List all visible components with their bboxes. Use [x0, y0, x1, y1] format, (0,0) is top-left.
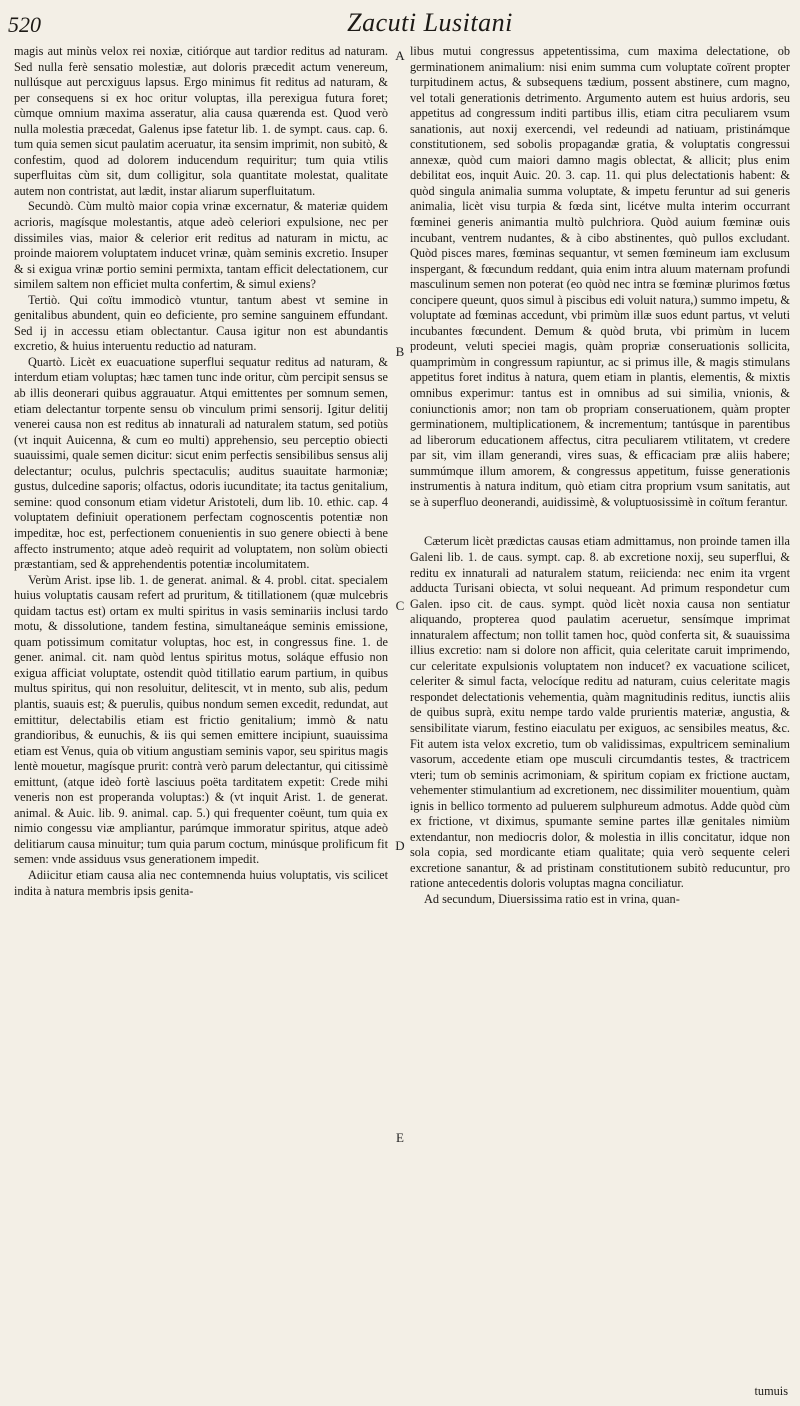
paragraph: Quartò. Licèt ex euacuatione superflui sequatur reditus ad naturam, & interdum etiam voluptas; hæc tamen tunc inde oritur, cùm percipit sensus se ab illis deonerari quibus aggrauatur. Atqui emittentes per somnum semen, etiam delectantur torpente sensu ob vinculum primi sensorij. Igitur delitij venerei causa non est reditus ab innaturali ad naturalem statum, sed potiùs (vt inquit Auicenna, & cum eo multi) apprehensio, seu perceptio obiecti suauissimi, quale semen dicitur: sicut enim perfectis sensibilibus sensus alij delectantur; oculus, pulchris spectaculis; auditus suauitate harmoniæ; gustus, dulcedine saporis; olfactus, odoris iucunditate; ita tactus genitalium, semine: quod consonum etiam videtur Aristoteli, dum lib. 10. ethic. cap. 4 voluptatem definiuit operationem perfectam cognoscentis potentiæ non impeditæ, hoc est, perfectionem conuenientis in suo genere obiecti à bene affecto instrumento; atque adeò requirit ad voluptatem, non solùm obiecti præstantiam, sed & apprehendentis potentiæ incolumitatem.: [14, 354, 388, 572]
page-number: 520: [8, 12, 41, 37]
margin-letters: [392, 0, 408, 1406]
left-column: [14, 44, 388, 899]
paragraph: Ad secundum, Diuersissima ratio est in vrina, quan-: [424, 891, 680, 906]
right-column: [410, 44, 790, 908]
paragraph: Adiicitur etiam causa alia nec contemnenda huius voluptatis, vis scilicet indita à natura membris ipsis genita-: [14, 867, 388, 898]
paragraph: Tertiò. Qui coïtu immodicò vtuntur, tantum abest vt semine in genitalibus abundent, quin eo deficiente, pro semine sanguinem effundant. Sed ij in accessu etiam oblectantur. Causa igitur non est abundantis excretio, & huius interuentu reductio ad naturam.: [14, 292, 388, 354]
catchword: tumuis: [754, 1384, 788, 1398]
margin-letter: E: [396, 1130, 404, 1145]
paragraph: magis aut minùs velox rei noxiæ, citiórque aut tardior reditus ad naturam. Sed nulla ferè sensatio molestiæ, aut doloris præcedit actum venereum, nullúsque aut percxiguus lapsus. Ergo minimus fit reditus ad naturam, & per consequens si ex hoc oritur voluptas, illa perexigua futura foret; cùmque omnium maxima asseratur, alia causa quærenda est. Quod verò nulla molestia præcedat, Galenus ipse fatetur lib. 1. de sympt. caus. cap. 6. tum quia semen sicut paulatim aceruatur, ita sensim imprimit, non subitò, & confestim, quod ad dolorem inducendum requiritur; tum quia vtilis superfluitas cùm sit, dum colligitur, sola quantitate molestat, qualitate autem non contristat, aut lædit, instar aliarum superfluitatum.: [14, 44, 388, 198]
paragraph: Cæterum licèt prædictas causas etiam admittamus, non proinde tamen illa Galeni lib. 1. de caus. sympt. cap. 8. ab excretione noxij, seu superflui, & reditu ex innaturali ad naturalem statum, reiicienda: nec enim ita vrgent adducta Turisani obiecta, vt solui nequeant. Ad primum respondetur cum Galen. ipso cit. de caus. sympt. quòd licèt noxia causa non sentiatur aliquando, propterea quod paulatim aceruetur, sensímque imprimat innaturalem affectum; non tollit tamen hoc, quòd conferta sit, & suauissima illius excretio: nam si dolore non afficit, quia celeritate caruit imprimendo, cur celeritate expulsionis voluptatem non inducet? ex vacuatione scilicet, celeriter & simul facta, velocíque reditu ad naturam, cuius celeritate magis respondet delectationis vehementia, quàm magnitudinis reditus, iunctis aliis de quibus suprà, exitu nempe tardo valde prurientis materiæ, angustia, & sensibilitate viarum, festino eiaculatu per exiguos, ac sensibiles meatus, &c. Fit autem ista velox excretio, tum ob validissimas, expultricem seminalium vasorum, accedente etiam ope musculi circumdantis testes, & tractricem vteri; tum ob seminis acrimoniam, & spiritum copiam ex frictione auctam, vehementer stimulantium ad excretionem, nec dissimiliter mouentium, quàm ignis in bellico tormento ad puluerem sulphureum admotus. Adde quòd cùm ex frictione, vt diximus, spumante semine partes illæ genitales nimiùm extendantur, non mediocris dolor, & molestia in illis concitatur, idque non sola copia, sed mordicante etiam qualitate; quia verò sequente celeri excretione sanantur, & ad pristinam constitutionem subitò reducuntur, pro ratione antecedentis doloris voluptas magna conciliatur.: [410, 534, 790, 891]
margin-letter: C: [395, 598, 405, 613]
paragraph: libus mutui congressus appetentissima, cum maxima delectatione, ob germinationem animalium: nisi enim summa cum voluptate coïrent propter turpitudinem actus, & subsequens tædium, possent abstinere, cum magno, vel totali generationis detrimento. Argumento autem est huius ardoris, seu appetitus ad congressum inditi partibus illis, etiam citra peculiarem vsum sanationis, aut noxij exercendi, vel redeundi ad natiuam, pristinámque constitutionem, sed sobolis propagandæ gratia, & voluptatis congressui annexæ, quòd cum maiori damno magis oblectat, & allicit; plus enim debilitat eos, inquit Auic. 20. 3. cap. 11. qui plus delectationis habent: & quòd singula animalia summa voluptate, & impetu feruntur ad sui generis animalia, licèt visu turpia & fœda sint, licétve multa interim occurrant fœminei generis animantia multò pulchriora. Quòd auium fœminæ ouis incubant, ventrem nudantes, & à cibo abstinentes, quò pullos excludant. Quòd pisces mares, fœminas sequantur, vt semen fœmineum iam exclusum inspergant, & fœcundum reddant, quia enim intra aluum maternam profundi masculinum semen non poterat (eo quòd nec intra se fœminæ plurimos fœtus concipere queunt, quos simul à piscibus edi voluit natura,) summo impetu, & voluptate ad fœminas accedunt, vbi primùm illæ suos edunt partus, vt veluti incubantes fœcundent. Demum & quòd bruta, vbi primùm in lucem prodeunt, veluti speciei magis, quàm propriæ conseruationis sollicita, quamprimùm in congressum rapiuntur, ac si primus ille, & magis stimulans appetitus foret inditus à natura, quem etiam in plantis, elementis, & mixtis omnibus experimur: tantus est in omnibus ad sui similia, vnionis, & coniunctionis amor; non tam ob propriam conseruationem, quàm propter germinationem, multiplicationem, & incrementum; tantúsque in parentibus ad liberorum educationem affectus, citra peculiarem vtilitatem, vt credere par sit, vim illam generandi, vires suas, & efficaciam præ aliis habere; summúmque illum amorem, & congressus appetitum, fuisse generationis instrumentis à natura inditum, quò etiam citra proprium vsum sanitatis, aut se à superfluo deonerandi, auidissimè, & voluptuosissimè in coïtum ferantur.: [410, 44, 790, 509]
margin-letter: B: [395, 344, 405, 359]
margin-letter: A: [395, 48, 405, 63]
margin-letter: D: [395, 838, 405, 853]
running-title: Zacuti Lusitani: [347, 8, 513, 37]
paragraph: Secundò. Cùm multò maior copia vrinæ excernatur, & materiæ quidem acrioris, magísque molestantis, atque adeò celeriori expulsione, nec per dissimiles vias, maior & celerior erit reditus ad naturam in mictu, ac proinde maiorem voluptatem inducet vrinæ, quàm seminis excretio. Insuper & si exigua vrinæ portio semini permixta, tantam efficit delectationem, cur similem saltem non efficiet multa confertim, & simul exiens?: [14, 199, 388, 292]
paragraph: Verùm Arist. ipse lib. 1. de generat. animal. & 4. probl. citat. specialem huius voluptatis causam refert ad pruritum, & titillationem (quæ mulcebris quidam tactus est) ortam ex multi spiritus in vasis seminariis inclusi tardo motu, & dissolutione, tandem festina, simultaneáque seminis emissione, quam potissimum comitatur voluptas, hoc est, in congressus fine. 1. de gener. animal. cit. nam quòd lentus spiritus motus, soláque effusio non exigua afficiat voluptate, ostendit quòd titillatio earum partium, in quibus multus spiritus, qui non resoluitur, delitescit, vt in mento, sub alis, pedum plantis, suauis est; & puerulis, quibus nondum semen excedit, redundat, aut emittitur, delectabilis etiam est frictio genitalium; immò & natu grandioribus, & eunuchis, & iis qui semen emittere incipiunt, suauissima etiam est Venus, quia ob vitium angustiam seminis vapor, seu spiritus magis lentè mouetur, magísque prurit: contrà verò parum delectantur, qui citissimè emittunt, (atque ideò fortè lasciuus poëta tarditatem expetit: Crede mihi veneris non est properanda voluptas:) & (vt inquit Arist. 1. de generat. animal. & Auic. lib. 9. animal. cap. 5.) qui frequenter coëunt, tum quia ex nimio congessu viæ ampliantur, parúmque immoratur spiritus, atque adeò delitiarum causa minuitur; tum quia parum coctum, minúsque prolificum fit semen: vnde assiduus vsus generationem impedit.: [14, 572, 388, 867]
